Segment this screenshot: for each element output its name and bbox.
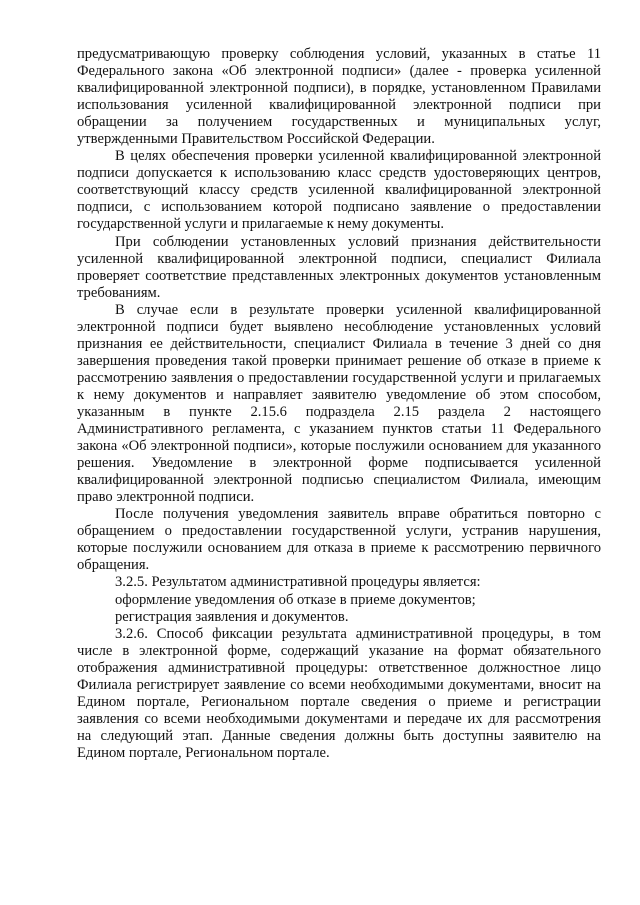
paragraph-result-registration: регистрация заявления и документов. (115, 608, 349, 625)
paragraph-documents-check: При соблюдении установленных условий признания действительности усиленной квалифицированной электронной подписи, специалист Филиала проверяет соответствие представленных электронных документов установленным требованиям. (77, 233, 601, 301)
paragraph-repeat-application: После получения уведомления заявитель вправе обратиться повторно с обращением о предоставлении государственной услуги, устранив нарушения, которые послужили основанием для отказа в приеме к рассмотрению первичного обращения. (77, 506, 601, 574)
paragraph-verification-conditions: предусматривающую проверку соблюдения условий, указанных в статье 11 Федерального закона «Об электронной подписи» (далее - проверка усиленной квалифицированной электронной подписи), в порядке, установленном Правилами использования усиленной квалифицированной электронной подписи при обращении за получением государственных и муниципальных услуг, утвержденными Правительством Российской Федерации. (77, 46, 601, 148)
paragraph-signature-tools-class: В целях обеспечения проверки усиленной квалифицированной электронной подписи допускается к использованию класс средств удостоверяющих центров, соответствующий классу средств усиленной квалифицированной электронной подписи, с использованием которой подписано заявление о предоставлении государственной услуги и прилагаемые к нему документы. (77, 148, 601, 233)
paragraph-result-refusal: оформление уведомления об отказе в приеме документов; (115, 591, 476, 608)
paragraph-procedure-result: 3.2.5. Результатом административной процедуры является: (115, 574, 481, 591)
paragraph-result-recording: 3.2.6. Способ фиксации результата административной процедуры, в том числе в электронной форме, содержащий указание на формат обязательного отображения административной процедуры: ответственное должностное лицо Филиала регистрирует заявление со всеми необходимыми документами, вносит на Едином портале, Региональном портале сведения о приеме и регистрации заявления со всеми необходимыми документами и передаче их для рассмотрения на следующий этап. Данные сведения должны быть доступны заявителю на Едином портале, Региональном портале. (77, 625, 601, 761)
paragraph-refusal-notice: В случае если в результате проверки усиленной квалифицированной электронной подписи будет выявлено несоблюдение установленных условий признания ее действительности, специалист Филиала в течение 3 дней со дня завершения проведения такой проверки принимает решение об отказе в приеме к рассмотрению заявления о предоставлении государственной услуги и прилагаемых к нему документов и направляет заявителю уведомление об этом способом, указанным в пункте 2.15.6 подраздела 2.15 раздела 2 настоящего Административного регламента, с указанием пунктов статьи 11 Федерального закона «Об электронной подписи», которые послужили основанием для указанного решения. Уведомление в электронной форме подписывается усиленной квалифицированной электронной подписью специалистом Филиала, имеющим право электронной подписи. (77, 301, 601, 506)
